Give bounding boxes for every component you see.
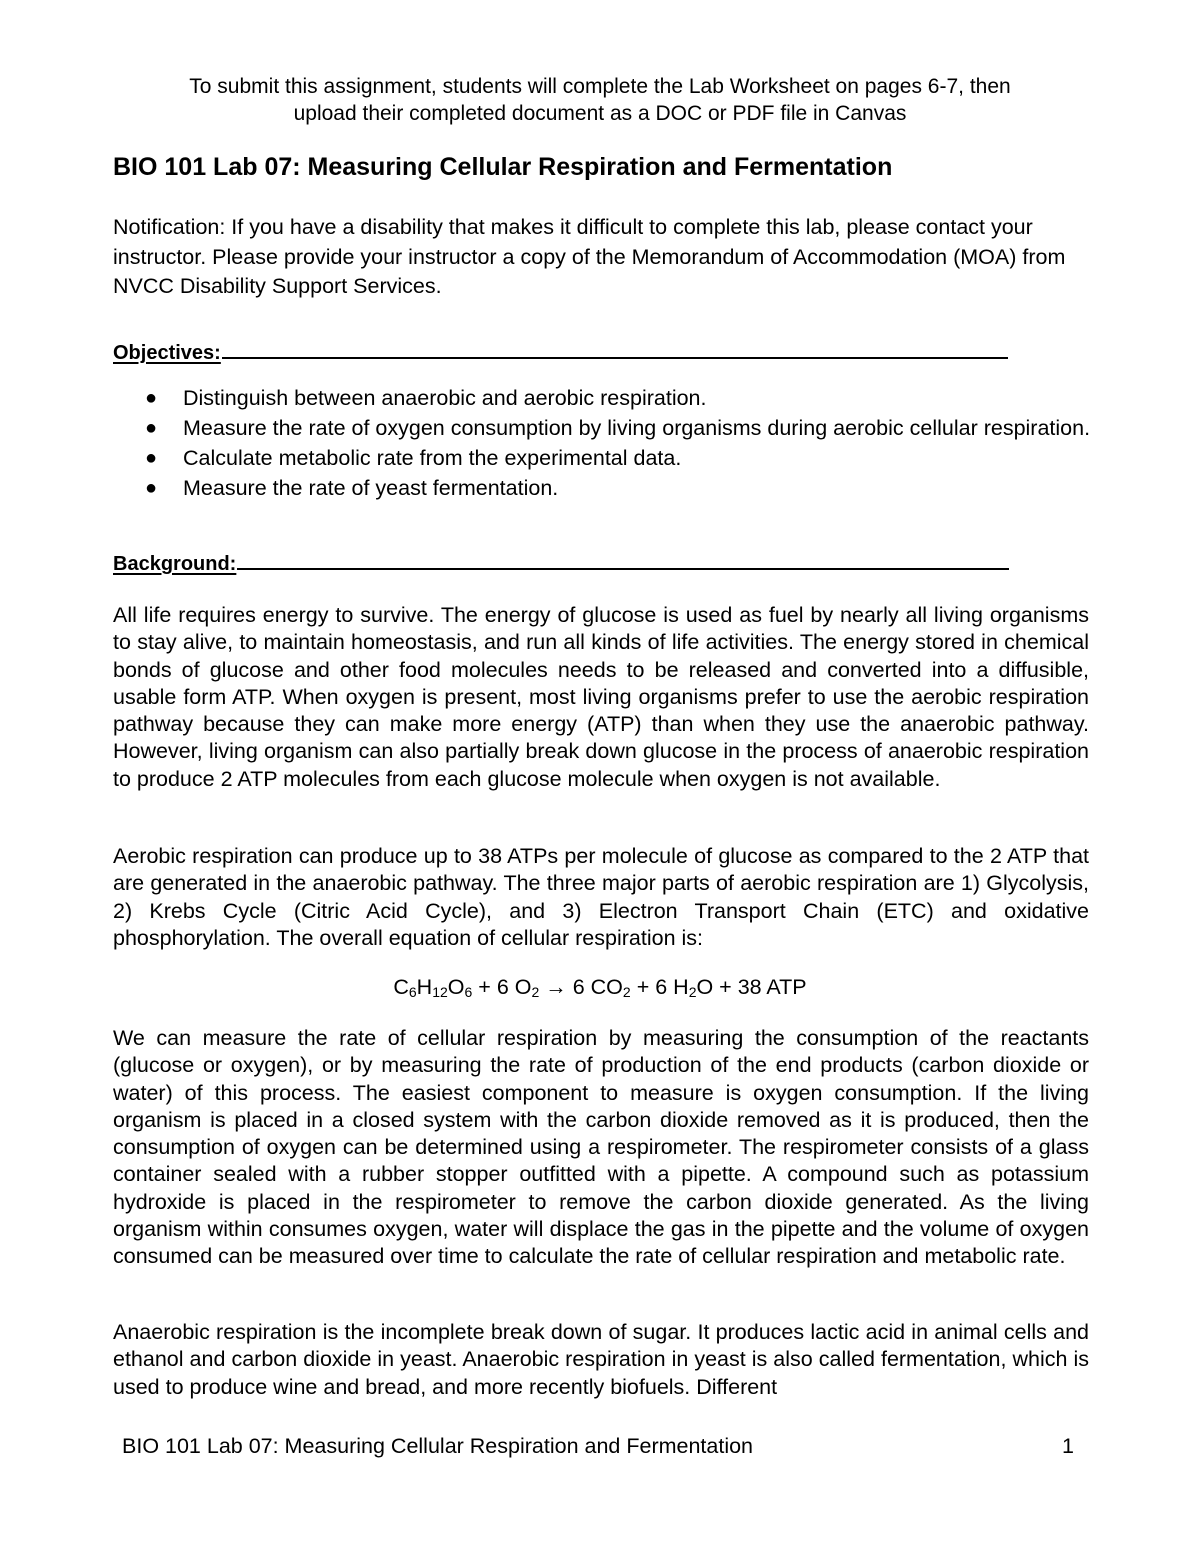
objectives-list <box>113 383 1093 503</box>
heading-rule <box>222 356 1008 359</box>
list-item <box>113 473 1093 503</box>
background-paragraph: We can measure the rate of cellular respiration by measuring the consumption of the reactants (glucose or oxygen), or by measuring the rate of production of the end products (carbon dioxide or water) of this process. The easiest component to measure is oxygen consumption. If the living organism is placed in a closed system with the carbon dioxide removed as it is produced, then the consumption of oxygen can be determined using a respirometer. The respirometer consists of a glass container sealed with a rubber stopper outfitted with a pipette. A compound such as potassium hydroxide is placed in the respirometer to remove the carbon dioxide generated. As the living organism within consumes oxygen, water will displace the gas in the pipette and the volume of oxygen consumed can be measured over time to calculate the rate of cellular respiration and metabolic rate. <box>113 1026 1089 1269</box>
eq-subscript: 2 <box>622 984 631 1000</box>
background-heading-label: Background: <box>113 553 237 575</box>
objectives-heading-label: Objectives: <box>113 342 221 364</box>
footer-title: BIO 101 Lab 07: Measuring Cellular Respiration and Fermentation <box>122 1434 754 1458</box>
background-paragraph: Anaerobic respiration is the incomplete break down of sugar. It produces lactic acid in animal cells and ethanol and carbon dioxide in yeast. Anaerobic respiration in yeast is also called fermentation, which is used to produce wine and bread, and more recently biofuels. Different <box>113 1320 1089 1399</box>
objective-text: Calculate metabolic rate from the experimental data. <box>183 446 682 470</box>
eq-subscript: 12 <box>432 984 448 1000</box>
list-item <box>113 383 1093 413</box>
objective-text: Measure the rate of oxygen consumption by living organisms during aerobic cellular respiration. <box>183 416 1091 440</box>
eq-part: + 6 H <box>630 975 689 999</box>
page-title: BIO 101 Lab 07: Measuring Cellular Respiration and Fermentation <box>113 153 893 181</box>
eq-part: + 6 O <box>472 975 532 999</box>
background-heading <box>113 551 1009 577</box>
heading-rule <box>237 567 1009 570</box>
background-paragraph: All life requires energy to survive. The energy of glucose is used as fuel by nearly all living organisms to stay alive, to maintain homeostasis, and run all kinds of life activities. The energy stored in chemical bonds of glucose and other food molecules needs to be released and converted into a diffusible, usable form ATP. When oxygen is present, most living organisms prefer to use the aerobic respiration pathway because they can make more energy (ATP) than when they use the anaerobic pathway. However, living organism can also partially break down glucose in the process of anaerobic respiration to produce 2 ATP molecules from each glucose molecule when oxygen is not available. <box>113 603 1089 791</box>
submission-line-2: upload their completed document as a DOC or PDF file in Canvas <box>293 102 907 125</box>
objective-text: Measure the rate of yeast fermentation. <box>183 476 559 500</box>
bullet-icon: ● <box>145 477 158 499</box>
eq-subscript: 2 <box>688 984 697 1000</box>
objectives-heading <box>113 340 1008 366</box>
bullet-icon: ● <box>145 387 158 409</box>
background-paragraph: Aerobic respiration can produce up to 38 ATPs per molecule of glucose as compared to the 2 ATP that are generated in the anaerobic pathway. The three major parts of aerobic respiration are 1) Glycolysis, 2) Krebs Cycle (Citric Acid Cycle), and 3) Electron Transport Chain (ETC) and oxidative phosphorylation. The overall equation of cellular respiration is: <box>113 844 1089 950</box>
eq-part: → 6 CO <box>539 975 623 999</box>
bullet-icon: ● <box>145 447 158 469</box>
notification-paragraph: Notification: If you have a disability that makes it difficult to complete this lab, please contact your instructor. Please provide your instructor a copy of the Memorandum of Accommodation (MOA) from NVCC Disability Support Services. <box>113 215 1066 298</box>
eq-subscript: 2 <box>531 984 540 1000</box>
submission-instructions <box>100 73 1100 127</box>
page-number: 1 <box>1062 1434 1074 1458</box>
eq-part: O + 38 ATP <box>696 975 807 999</box>
eq-part: C <box>393 975 409 999</box>
respiration-equation <box>100 973 1100 1001</box>
objective-text: Distinguish between anaerobic and aerobic respiration. <box>183 386 707 410</box>
eq-subscript: 6 <box>464 984 473 1000</box>
list-item <box>113 443 1093 473</box>
eq-subscript: 6 <box>408 984 417 1000</box>
submission-line-1: To submit this assignment, students will complete the Lab Worksheet on pages 6-7, then <box>189 75 1011 98</box>
list-item <box>113 413 1093 443</box>
bullet-icon: ● <box>145 417 158 439</box>
eq-part: O <box>447 975 465 999</box>
eq-part: H <box>416 975 433 999</box>
